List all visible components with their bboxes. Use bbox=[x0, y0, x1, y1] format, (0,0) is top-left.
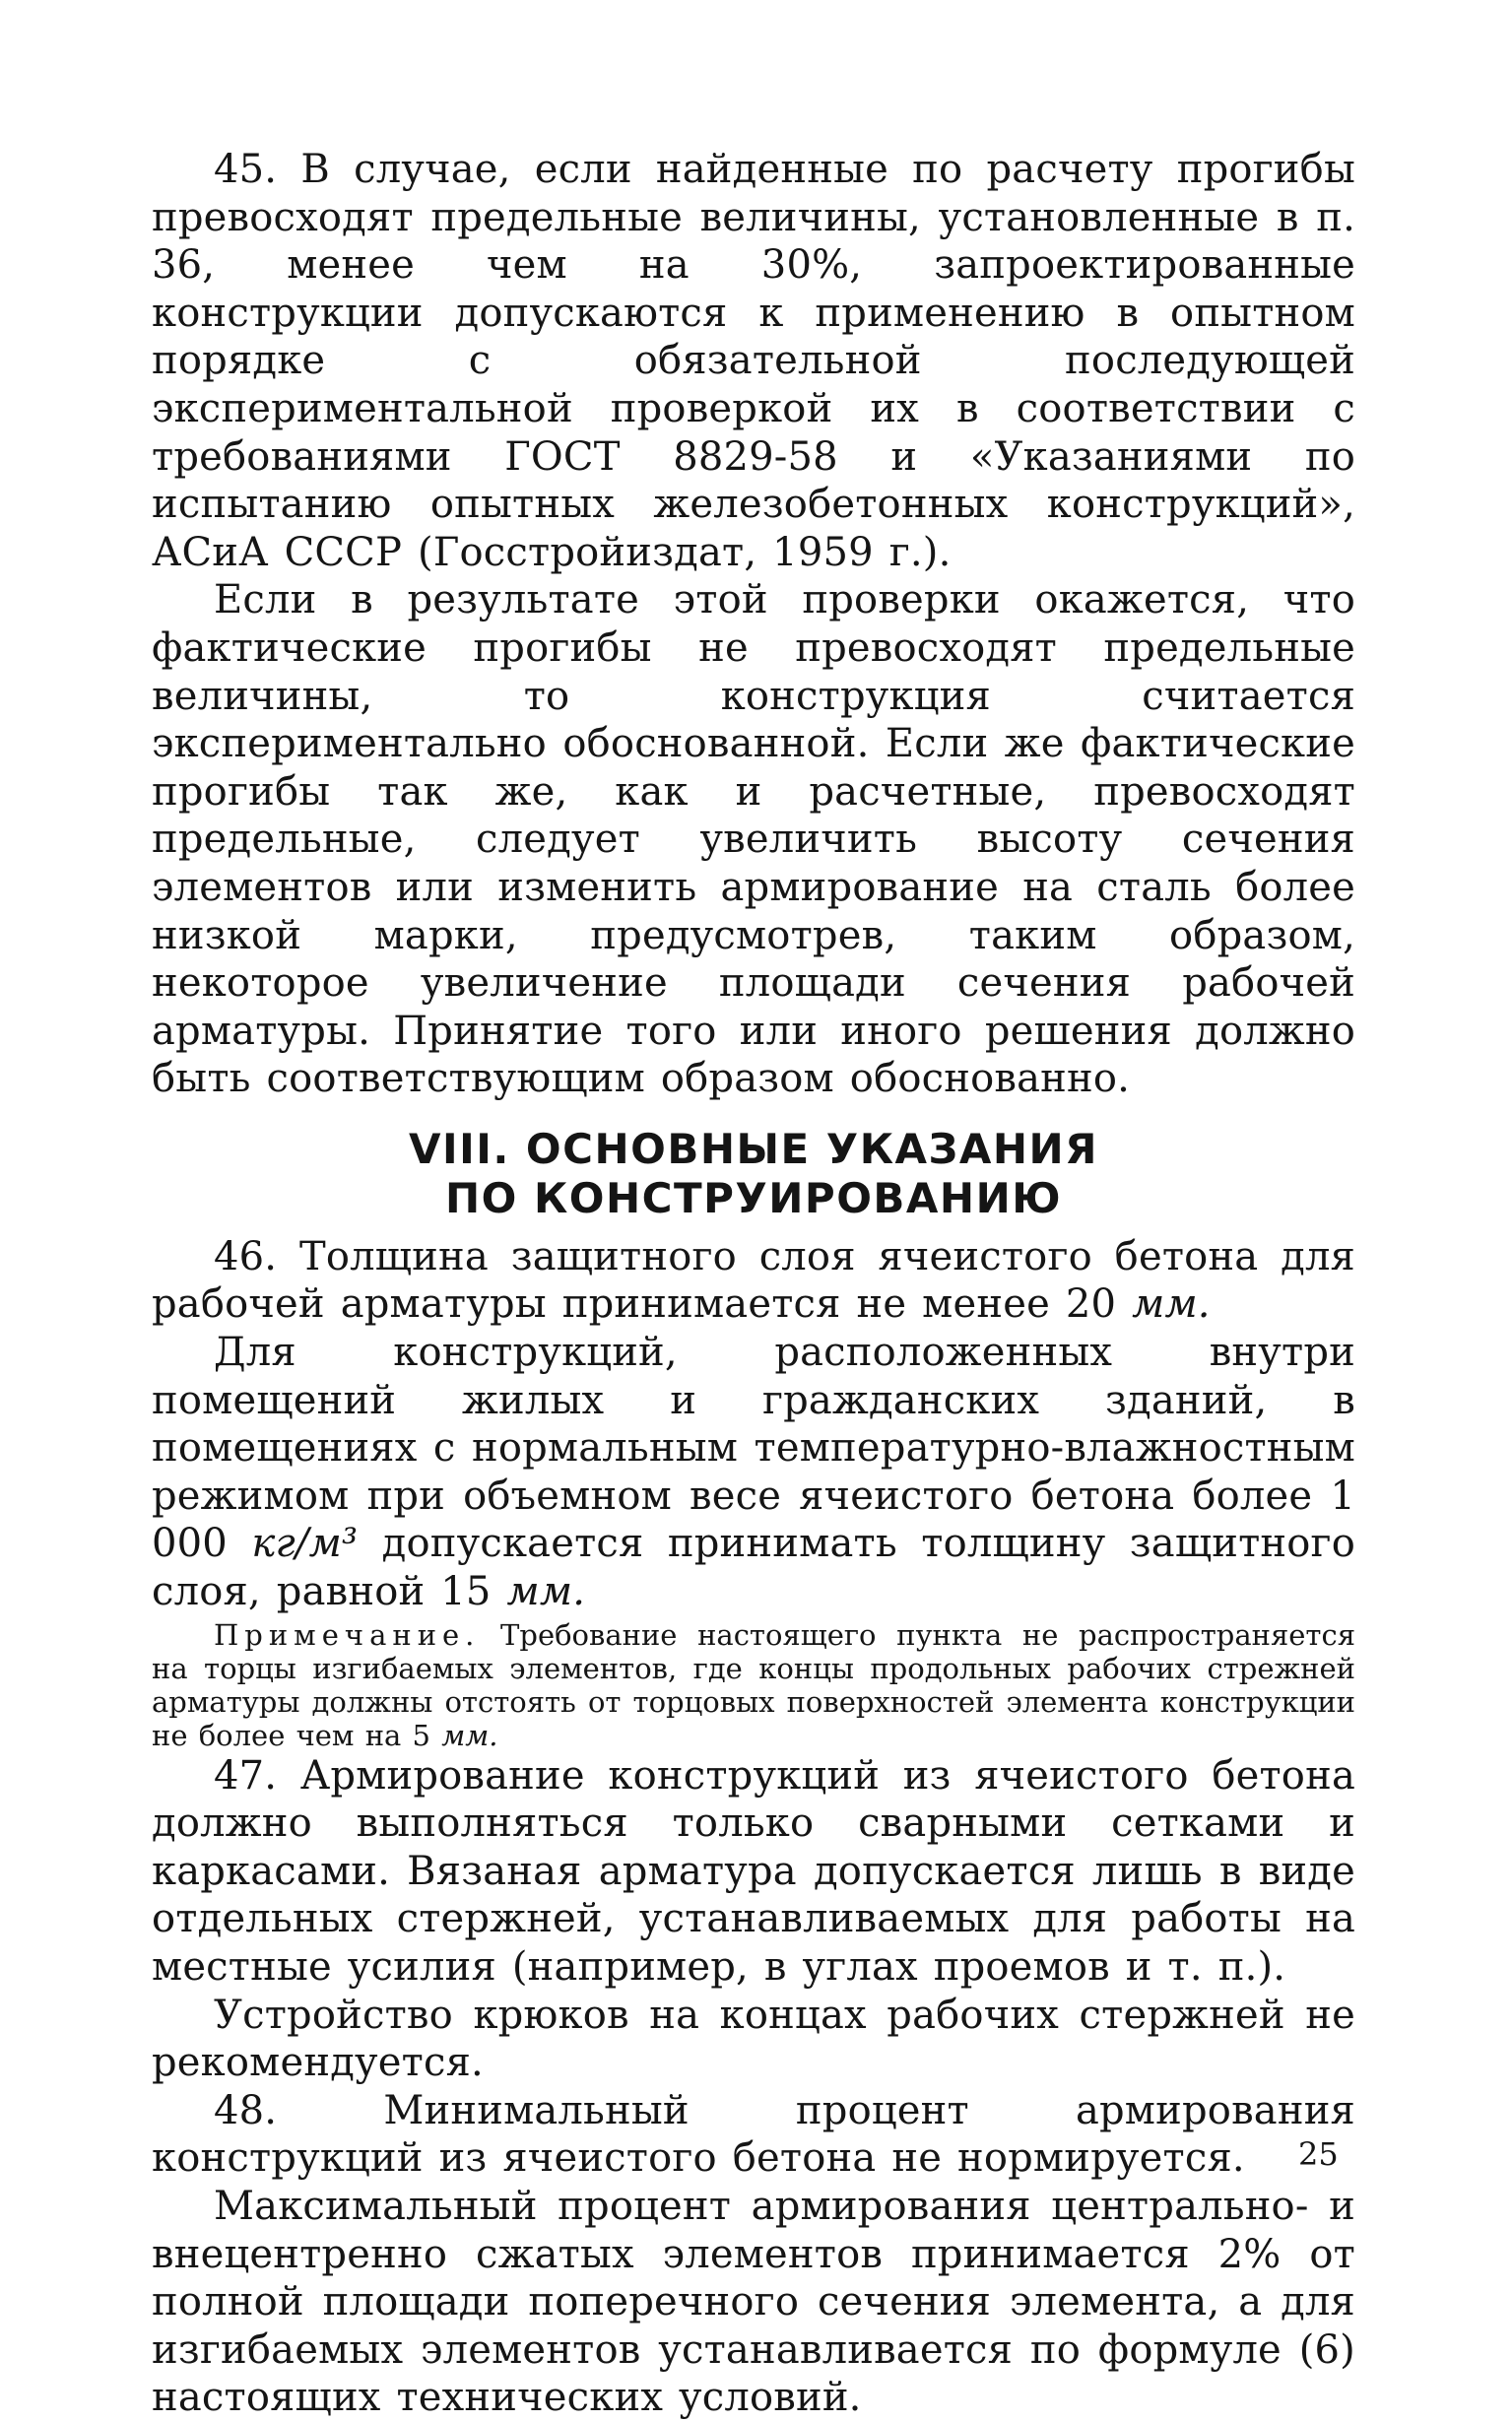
paragraph-46-part1 bbox=[152, 1233, 1355, 1329]
paragraph-46b-text2: допускается принимать толщину защитного слоя, равной 15 bbox=[152, 1521, 1355, 1615]
unit-mm: мм. bbox=[1132, 1281, 1211, 1328]
unit-kg-m3: кг/м³ bbox=[251, 1521, 359, 1567]
paragraph-48-part1: 48. Минимальный процент армирования конструкций из ячеистого бетона не нормируется. bbox=[152, 2087, 1355, 2182]
note bbox=[152, 1618, 1355, 1752]
page-number: 25 bbox=[1298, 2135, 1339, 2173]
paragraph-47-part2: Устройство крюков на концах рабочих стержней не рекомендуется. bbox=[152, 1992, 1355, 2086]
note-text: Требование настоящего пункта не распространяется на торцы изгибаемых элементов, где концы продольных рабочих стрежней арматуры должны отстоять от торцовых поверхностей элемента конструкции не более чем на 5 bbox=[152, 1617, 1355, 1752]
document-page bbox=[152, 146, 1355, 2422]
unit-mm: мм. bbox=[506, 1569, 586, 1615]
section-heading-line2: ПО КОНСТРУИРОВАНИЮ bbox=[444, 1173, 1063, 1222]
paragraph-45-part1: 45. В случае, если найденные по расчету прогибы превосходят предельные величины, установленные в п. 36, менее чем на 30%, запроектированные конструкции допускаются к применению в опытном порядке с обязательной последующей экспериментальной проверкой их в соответствии с требованиями ГОСТ 8829-58 и «Указаниями по испытанию опытных железобетонных конструкций», АСиА СССР (Госстройиздат, 1959 г.). bbox=[152, 147, 1355, 575]
paragraph-47-part1: 47. Армирование конструкций из ячеистого бетона должно выполняться только сварными сетками и каркасами. Вязаная арматура допускается лишь в виде отдельных стержней, устанавливаемых для работы на местные усилия (например, в углах проемов и т. п.). bbox=[152, 1752, 1355, 1990]
note-label: Примечание. bbox=[214, 1617, 481, 1652]
paragraph-46-part2 bbox=[152, 1329, 1355, 1616]
section-heading bbox=[152, 1125, 1355, 1223]
note-unit: мм. bbox=[441, 1718, 498, 1752]
paragraph-46-text: 46. Толщина защитного слоя ячеистого бетона для рабочей арматуры принимается не менее 20 bbox=[152, 1233, 1355, 1328]
paragraph-45-part2: Если в результате этой проверки окажется, что фактические прогибы не превосходят предельные величины, то конструкция считается экспериментально обоснованной. Если же фактические прогибы так же, как и расчетные, превосходят предельные, следует увеличить высоту сечения элементов или изменить армирование на сталь более низкой марки, предусмотрев, таким образом, некоторое увеличение площади сечения рабочей арматуры. Принятие того или иного решения должно быть соответствующим образом обоснованно. bbox=[152, 577, 1355, 1102]
paragraph-46b-text1: Для конструкций, расположенных внутри помещений жилых и гражданских зданий, в помещениях с нормальным температурно-влажностным режимом при объемном весе ячеистого бетона более 1 000 bbox=[152, 1330, 1355, 1567]
paragraph-48-part2: Максимальный процент армирования центрально- и внецентренно сжатых элементов принимается 2% от полной площади поперечного сечения элемента, а для изгибаемых элементов устанавливается по формуле (6) настоящих технических условий. bbox=[152, 2183, 1355, 2421]
section-heading-line1: VIII. ОСНОВНЫЕ УКАЗАНИЯ bbox=[408, 1124, 1099, 1173]
